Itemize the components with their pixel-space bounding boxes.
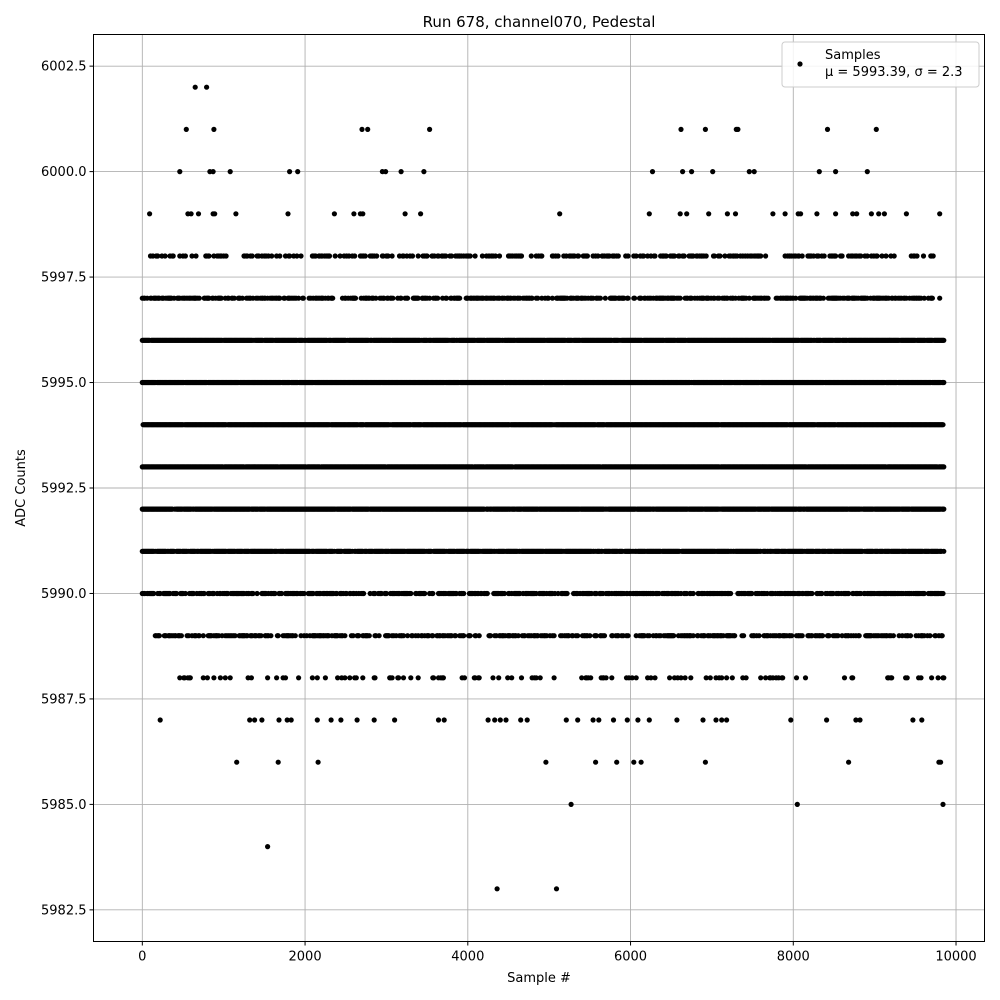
data-point (390, 296, 395, 301)
data-point (576, 253, 581, 258)
data-point (626, 296, 631, 301)
data-point (163, 253, 168, 258)
data-point (892, 253, 897, 258)
data-point (941, 380, 946, 385)
data-point (763, 253, 768, 258)
data-point (585, 253, 590, 258)
data-point (940, 422, 945, 427)
data-point (497, 253, 502, 258)
data-point (416, 253, 421, 258)
data-point (529, 253, 534, 258)
data-point (800, 253, 805, 258)
data-point (833, 253, 838, 258)
data-point (473, 253, 478, 258)
data-point (269, 253, 274, 258)
data-point (937, 296, 942, 301)
data-point (390, 253, 395, 258)
data-point (457, 296, 462, 301)
data-point (914, 253, 919, 258)
data-point (921, 253, 926, 258)
data-point (333, 253, 338, 258)
data-point (875, 253, 880, 258)
data-point (652, 253, 657, 258)
data-point (171, 253, 176, 258)
data-point (632, 296, 637, 301)
data-point (616, 253, 621, 258)
data-point (405, 296, 410, 301)
data-point (363, 253, 368, 258)
data-point (941, 464, 946, 469)
data-point (519, 253, 524, 258)
data-point (224, 253, 229, 258)
data-point (941, 338, 946, 343)
data-point (758, 253, 763, 258)
data-point (327, 253, 332, 258)
data-point (822, 253, 827, 258)
data-point (766, 296, 771, 301)
data-point (556, 253, 561, 258)
data-point (410, 253, 415, 258)
data-point (374, 253, 379, 258)
data-point (821, 296, 826, 301)
data-point (183, 253, 188, 258)
data-point (682, 253, 687, 258)
data-point (277, 253, 282, 258)
data-point (206, 253, 211, 258)
data-point (250, 253, 255, 258)
data-point (298, 253, 303, 258)
data-point (539, 253, 544, 258)
data-point (598, 296, 603, 301)
data-point (330, 296, 335, 301)
data-point (603, 296, 608, 301)
data-point (352, 253, 357, 258)
data-point (840, 253, 845, 258)
data-point (717, 253, 722, 258)
data-point (883, 253, 888, 258)
data-point (931, 253, 936, 258)
data-point (468, 253, 473, 258)
data-point (930, 296, 935, 301)
data-point (704, 253, 709, 258)
data-point (353, 296, 358, 301)
data-point (301, 296, 306, 301)
data-point (678, 296, 683, 301)
data-point (626, 253, 631, 258)
data-point (425, 253, 430, 258)
data-point (435, 296, 440, 301)
data-point (197, 296, 202, 301)
data-point (193, 253, 198, 258)
